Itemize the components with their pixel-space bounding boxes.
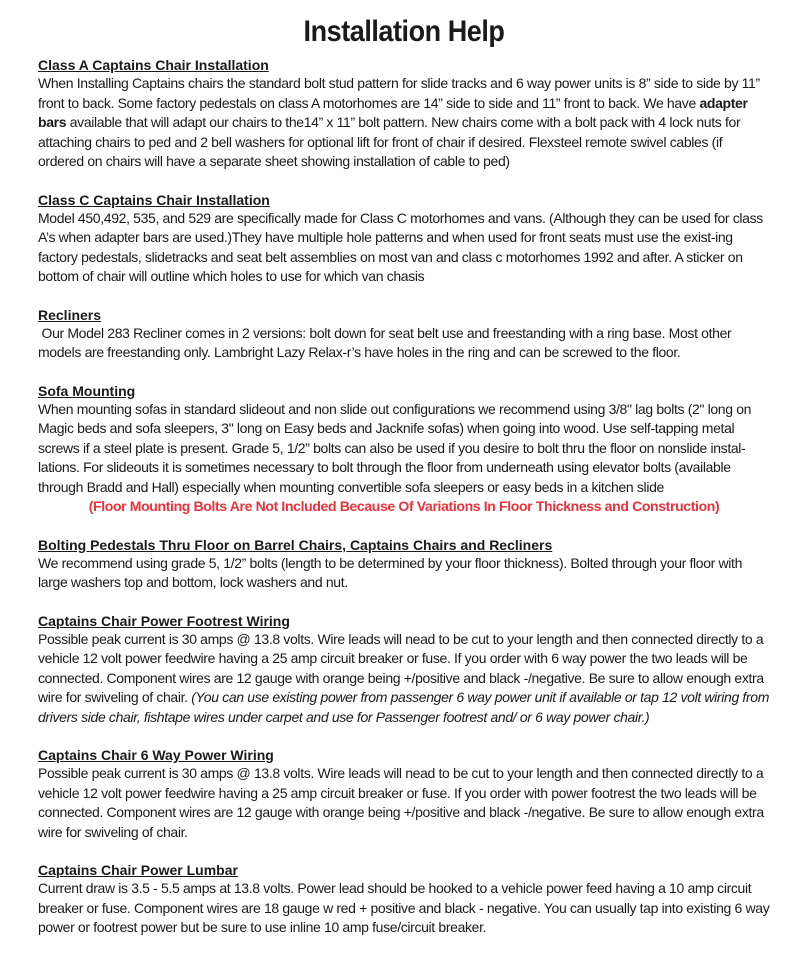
section-body: Model 450,492, 535, and 529 are specifically made for Class C motorhomes and vans. (Although they can be used for class A’s when adapter bars are used.)They have multiple hole patterns and when used for front seats must use the exist-ing factory pedestals, slidetracks and seat belt assemblies on most van and class c motorhomes 1992 and after. A sticker on bottom of chair will outline which holes to use for which van chasis [38, 209, 763, 284]
section-body: We recommend using grade 5, 1/2” bolts (length to be determined by your floor thickness). Bolted through your floor with large washers top and bottom, lock washers and nut. [38, 554, 743, 590]
section-body [38, 630, 770, 728]
section-heading: Class A Captains Chair Installation [38, 57, 269, 73]
section-bolting-pedestals [38, 536, 770, 593]
section-body: Possible peak current is 30 amps @ 13.8 volts. Wire leads will nead to be cut to your length and then connected directly to a vehicle 12 volt power feedwire having a 25 amp circuit breaker or fuse. If you order with power footrest the two leads will be connected. Component wires are 12 gauge with orange being +/positive and black -/negative. Be sure to allow enough extra wire for swiveling of chair. [38, 765, 764, 840]
section-heading: Sofa Mounting [38, 382, 136, 399]
section-recliners [38, 306, 770, 363]
section-heading: Class C Captains Chair Installation [38, 191, 270, 208]
section-heading: Captains Chair 6 Way Power Wiring [38, 747, 274, 763]
section-body: Our Model 283 Recliner comes in 2 versions: bolt down for seat belt use and freestanding with a ring base. Most other models are freestanding only. Lambright Lazy Relax-r’s have holes in the ring and can be screwed to the floor. [38, 324, 735, 360]
floor-bolts-notice: (Floor Mounting Bolts Are Not Included Because Of Variations In Floor Thickness and Construction) [88, 498, 720, 514]
section-body: When mounting sofas in standard slideout and non slide out configurations we recommend using 3/8" lag bolts (2" long on Magic beds and sofa sleepers, 3" long on Easy beds and Jacknife sofas) when going into wood. Use self-tapping metal screws if a steel plate is present. Grade 5, 1/2” bolts can also be used if you desire to bolt thru the floor on nonslide instal-lations. For slideouts it is sometimes necessary to bolt through the floor from underneath using elevator bolts (available through Bradd and Hall) especially when mounting convertible sofa sleepers or easy beds in a kitchen slide [38, 400, 752, 495]
section-heading: Recliners [38, 306, 102, 323]
section-footrest-wiring [38, 612, 770, 728]
section-heading: Captains Chair Power Footrest Wiring [38, 612, 290, 629]
section-power-lumbar [38, 861, 770, 938]
section-class-a [38, 56, 770, 172]
section-class-c [38, 191, 770, 287]
page-title: Installation Help [303, 15, 505, 48]
section-body [38, 74, 770, 172]
section-6-way-power-wiring [38, 746, 770, 842]
section-heading: Captains Chair Power Lumbar [38, 862, 238, 878]
body-text: available that will adapt our chairs to the14” x 11” bolt pattern. New chairs come with a bolt pack with 4 lock nuts for attaching chairs to ped and 2 bell washers for optional lift for front of chair if desired. Flexsteel remote swivel cables (if ordered on chairs will have a separate sheet showing installation of cable to ped) [38, 114, 741, 169]
section-heading: Bolting Pedestals Thru Floor on Barrel Chairs, Captains Chairs and Recliners [38, 536, 553, 553]
body-italic-text: (You can use existing power from passenger 6 way power unit if available or tap 12 volt wiring from drivers side chair, fishtape wires under carpet and use for Passenger footrest and/ or 6 way power chair.) [38, 689, 770, 725]
section-body: Current draw is 3.5 - 5.5 amps at 13.8 volts. Power lead should be hooked to a vehicle power feed having a 10 amp circuit breaker or fuse. Component wires are 18 gauge w red + positive and black - negative. You can usually tap into existing 6 way power or footrest power but be sure to use inline 10 amp fuse/circuit breaker. [38, 880, 770, 935]
section-sofa-mounting [38, 382, 770, 517]
body-text: When Installing Captains chairs the standard bolt stud pattern for slide tracks and 6 way power units is 8” side to side by 11” front to back. Some factory pedestals on class A motorhomes are 14” side to side and 11” front to back. We have [38, 75, 760, 111]
body-text: Possible peak current is 30 amps @ 13.8 volts. Wire leads will nead to be cut to your length and then connected directly to a vehicle 12 volt power feedwire having a 25 amp circuit breaker or fuse. If you order with 6 way power the two leads will be connected. Component wires are 12 gauge with orange being +/positive and black -/negative. Be sure to allow enough extra wire for swiveling of chair. [38, 630, 764, 705]
body-bold-text: adapter bars [38, 94, 748, 130]
